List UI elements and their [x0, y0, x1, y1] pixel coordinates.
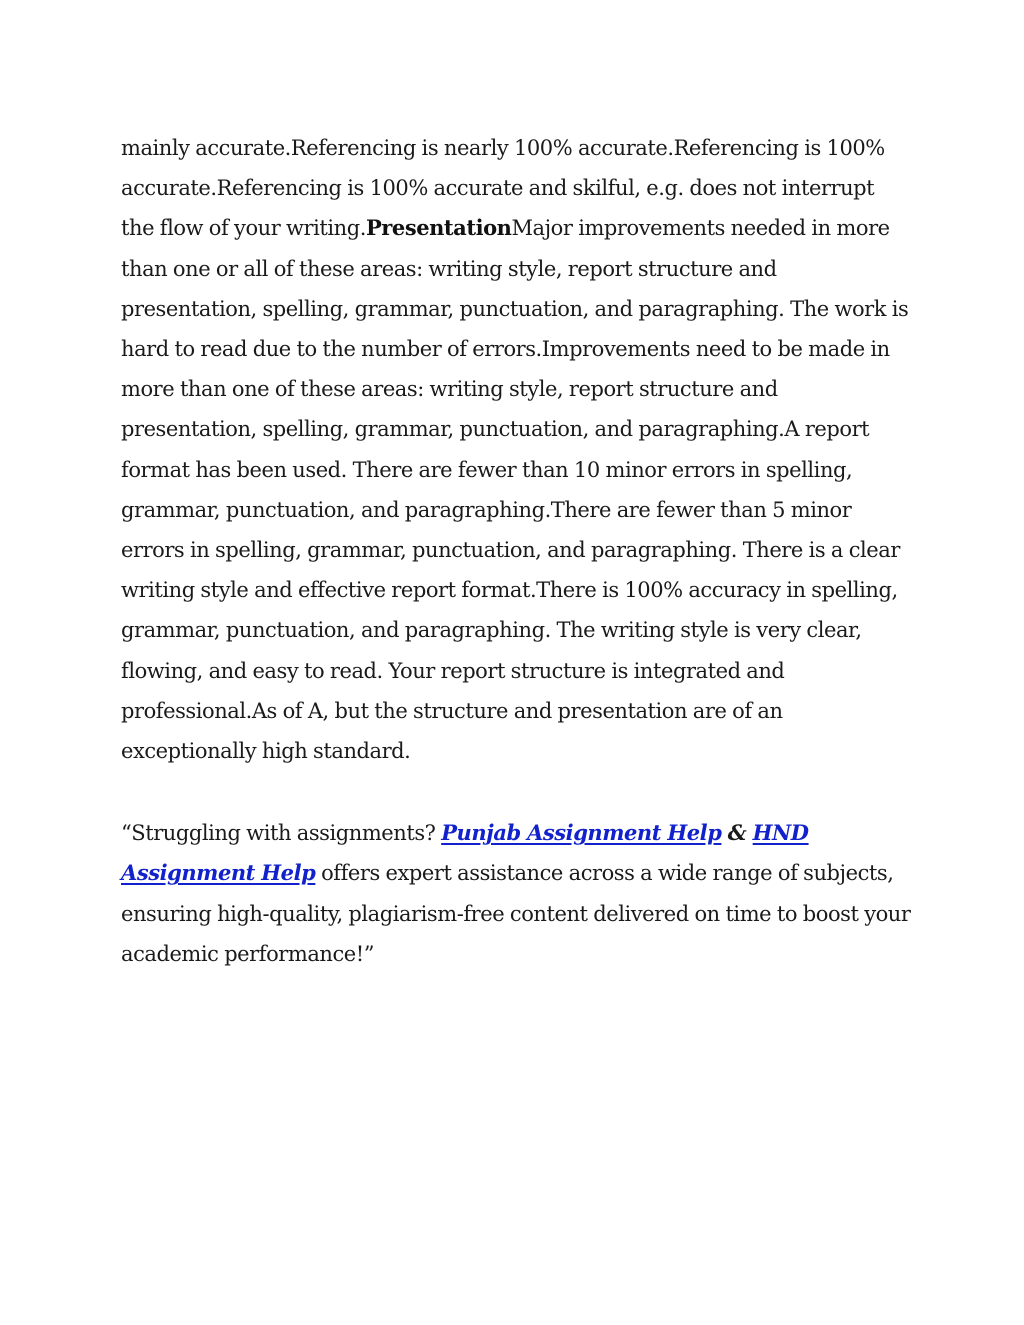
presentation-criteria-paragraph [121, 128, 911, 771]
referencing-text: mainly accurate.Referencing is nearly 100% accurate.Referencing is 100% accurate.Referencing is 100% accurate and skilful, e.g. does not interrupt the flow of your writing. [121, 136, 885, 241]
punjab-assignment-help-link[interactable]: Punjab Assignment Help [441, 820, 722, 846]
presentation-heading: Presentation [365, 215, 512, 241]
promo-body-text: offers expert assistance across a wide range of subjects, ensuring high-quality, plagiarism-free content delivered on time to boost your academic performance!” [121, 861, 911, 966]
document-page [121, 128, 911, 974]
link-separator: & [721, 820, 753, 846]
promo-paragraph [121, 813, 911, 974]
presentation-criteria-text: Major improvements needed in more than one or all of these areas: writing style, report structure and presentation, spelling, grammar, punctuation, and paragraphing. The work is hard to read due to the number of errors.Improvements need to be made in more than one of these areas: writing style, report structure and presentation, spelling, grammar, punctuation, and paragraphing.A report format has been used. There are fewer than 10 minor errors in spelling, grammar, punctuation, and paragraphing.There are fewer than 5 minor errors in spelling, grammar, punctuation, and paragraphing. There is a clear writing style and effective report format.There is 100% accuracy in spelling, grammar, punctuation, and paragraphing. The writing style is very clear, flowing, and easy to read. Your report structure is integrated and professional.As of A, but the structure and presentation are of an exceptionally high standard. [121, 216, 909, 764]
hnd-assignment-help-link[interactable]: HND Assignment Help [121, 820, 809, 886]
promo-intro-text: “Struggling with assignments? [121, 821, 442, 846]
